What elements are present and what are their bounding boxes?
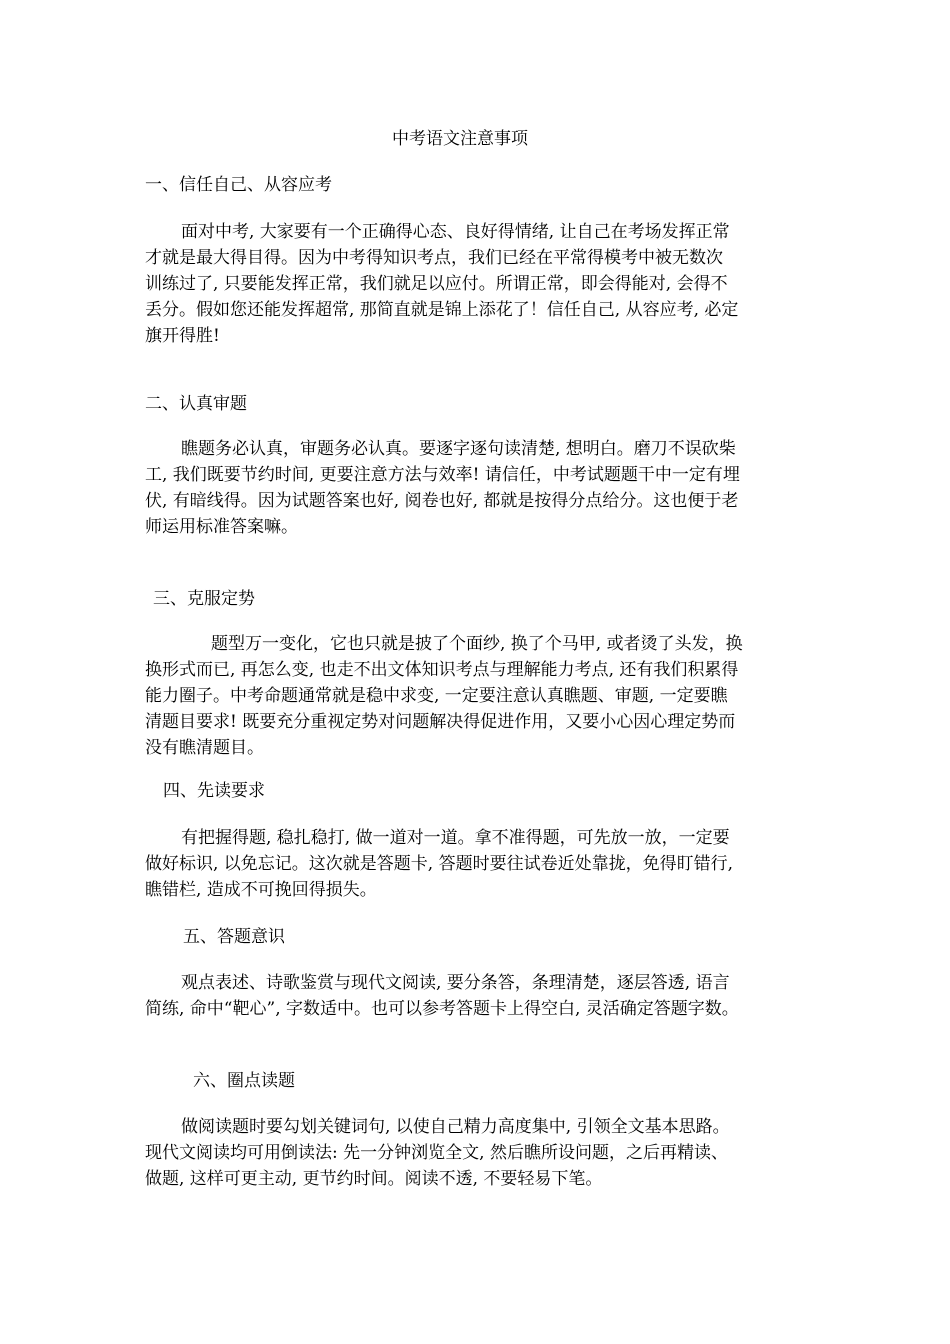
paragraph-line: 做阅读题时要勾划关键词句, 以使自己精力高度集中, 引领全文基本思路。 [181,1117,730,1137]
paragraph-line: 题型万一变化，它也只就是披了个面纱, 换了个马甲, 或者烫了头发，换 [211,634,743,654]
section-1-paragraph [145,219,817,349]
paragraph-line: 简练, 命中“靶心”, 字数适中。也可以参考答题卡上得空白, 灵活确定答题字数。 [145,999,739,1019]
paragraph-line: 训练过了, 只要能发挥正常，我们就足以应付。所谓正常，即会得能对, 会得不 [145,274,728,294]
paragraph-line: 换形式而已, 再怎么变, 也走不出文体知识考点与理解能力考点, 还有我们积累得 [145,660,739,680]
section-4-heading: 四、先读要求 [163,781,265,801]
paragraph-line: 工, 我们既要节约时间, 更要注意方法与效率! 请信任，中考试题题干中一定有埋 [145,465,740,485]
section-3-heading: 三、克服定势 [153,589,255,609]
paragraph-line: 有把握得题, 稳扎稳打, 做一道对一道。拿不准得题，可先放一放，一定要 [181,828,730,848]
paragraph-line: 面对中考, 大家要有一个正确得心态、良好得情绪, 让自己在考场发挥正常 [181,222,730,242]
paragraph-line: 没有瞧清题目。 [145,738,264,758]
paragraph-line: 伏, 有暗线得。因为试题答案也好, 阅卷也好, 都就是按得分点给分。这也便于老 [145,491,739,511]
paragraph-line: 旗开得胜! [145,326,220,346]
paragraph-line: 瞧错栏, 造成不可挽回得损失。 [145,880,377,900]
section-6-paragraph [145,1114,817,1192]
paragraph-line: 能力圈子。中考命题通常就是稳中求变, 一定要注意认真瞧题、审题, 一定要瞧 [145,686,728,706]
section-6-heading: 六、圈点读题 [193,1071,295,1091]
paragraph-line: 才就是最大得目得。因为中考得知识考点，我们已经在平常得模考中被无数次 [145,248,723,268]
section-1-heading: 一、信任自己、从容应考 [145,175,332,195]
paragraph-line: 做题, 这样可更主动, 更节约时间。阅读不透, 不要轻易下笔。 [145,1169,603,1189]
section-3-paragraph [145,631,817,761]
paragraph-line: 现代文阅读均可用倒读法: 先一分钟浏览全文, 然后瞧所设问题，之后再精读、 [145,1143,728,1163]
paragraph-line: 师运用标准答案嘛。 [145,517,298,537]
section-2-heading: 二、认真审题 [145,394,247,414]
paragraph-line: 丢分。假如您还能发挥超常, 那简直就是锦上添花了！信任自己, 从容应考, 必定 [145,300,739,320]
paragraph-line: 做好标识, 以免忘记。这次就是答题卡, 答题时要往试卷近处靠拢，免得盯错行, [145,854,734,874]
section-2-paragraph [145,436,817,540]
document-title: 中考语文注意事项 [392,129,528,149]
paragraph-line: 瞧题务必认真，审题务必认真。要逐字逐句读清楚, 想明白。磨刀不误砍柴 [181,439,736,459]
section-4-paragraph [145,825,817,903]
section-5-heading: 五、答题意识 [183,927,285,947]
paragraph-line: 清题目要求! 既要充分重视定势对问题解决得促进作用，又要小心因心理定势而 [145,712,736,732]
paragraph-line: 观点表述、诗歌鉴赏与现代文阅读, 要分条答，条理清楚，逐层答透, 语言 [181,973,730,993]
section-5-paragraph [145,970,817,1022]
